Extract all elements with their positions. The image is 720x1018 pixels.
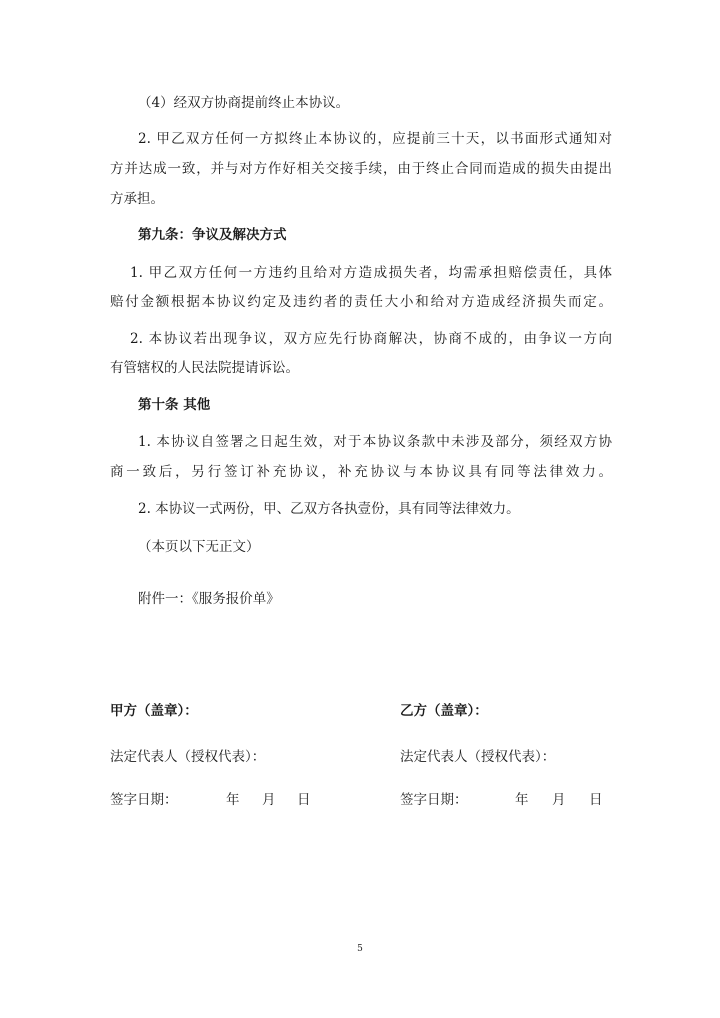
clause9-item1-line2: 赔付金额根据本协议约定及违约者的责任大小和给对方造成经济损失而定。 bbox=[110, 294, 612, 310]
clause8-item2-line1: 2. 甲乙双方任何一方拟终止本协议的，应提前三十天，以书面形式通知对 bbox=[138, 131, 612, 147]
clause9-item1-line1: 1. 甲乙双方任何一方违约且给对方造成损失者，均需承担赔偿责任，具体 bbox=[130, 265, 612, 281]
party-a-date-year: 年 bbox=[226, 792, 240, 808]
clause10-item1-line1: 1. 本协议自签署之日起生效，对于本协议条款中未涉及部分，须经双方协 bbox=[138, 434, 612, 450]
party-b-date-day: 日 bbox=[589, 792, 603, 808]
party-b-representative-label: 法定代表人（授权代表）： bbox=[400, 749, 556, 765]
clause10-item1-line2: 商一致后，另行签订补充协议，补充协议与本协议具有同等法律效力。 bbox=[110, 464, 612, 480]
attachment-label: 附件一：《服务报价单》 bbox=[138, 591, 280, 607]
clause8-item2-line3: 方承担。 bbox=[110, 191, 164, 207]
clause9-heading: 第九条：争议及解决方式 bbox=[138, 227, 287, 243]
page-number: 5 bbox=[357, 944, 363, 954]
clause10-item2: 2. 本协议一式两份，甲、乙双方各执壹份，具有同等法律效力。 bbox=[138, 501, 520, 517]
no-further-text-note: （本页以下无正文） bbox=[138, 539, 260, 555]
party-a-date-label: 签字日期： bbox=[110, 792, 178, 808]
party-b-date-label: 签字日期： bbox=[400, 792, 468, 808]
party-b-date-year: 年 bbox=[515, 792, 529, 808]
clause9-item2-line1: 2. 本协议若出现争议，双方应先行协商解决，协商不成的，由争议一方向 bbox=[130, 331, 612, 347]
party-a-seal-label: 甲方（盖章）： bbox=[110, 703, 198, 719]
party-a-date-day: 日 bbox=[297, 792, 311, 808]
clause10-heading: 第十条 其他 bbox=[138, 397, 211, 413]
party-a-date-month: 月 bbox=[262, 792, 276, 808]
clause9-item2-line2: 有管辖权的人民法院提请诉讼。 bbox=[110, 360, 299, 376]
party-b-seal-label: 乙方（盖章）： bbox=[400, 703, 488, 719]
party-a-representative-label: 法定代表人（授权代表）： bbox=[110, 749, 266, 765]
party-b-date-month: 月 bbox=[552, 792, 566, 808]
clause8-item2-line2: 方并达成一致，并与对方作好相关交接手续，由于终止合同而造成的损失由提出 bbox=[110, 161, 612, 177]
clause8-item4: （4）经双方协商提前终止本协议。 bbox=[138, 95, 350, 111]
